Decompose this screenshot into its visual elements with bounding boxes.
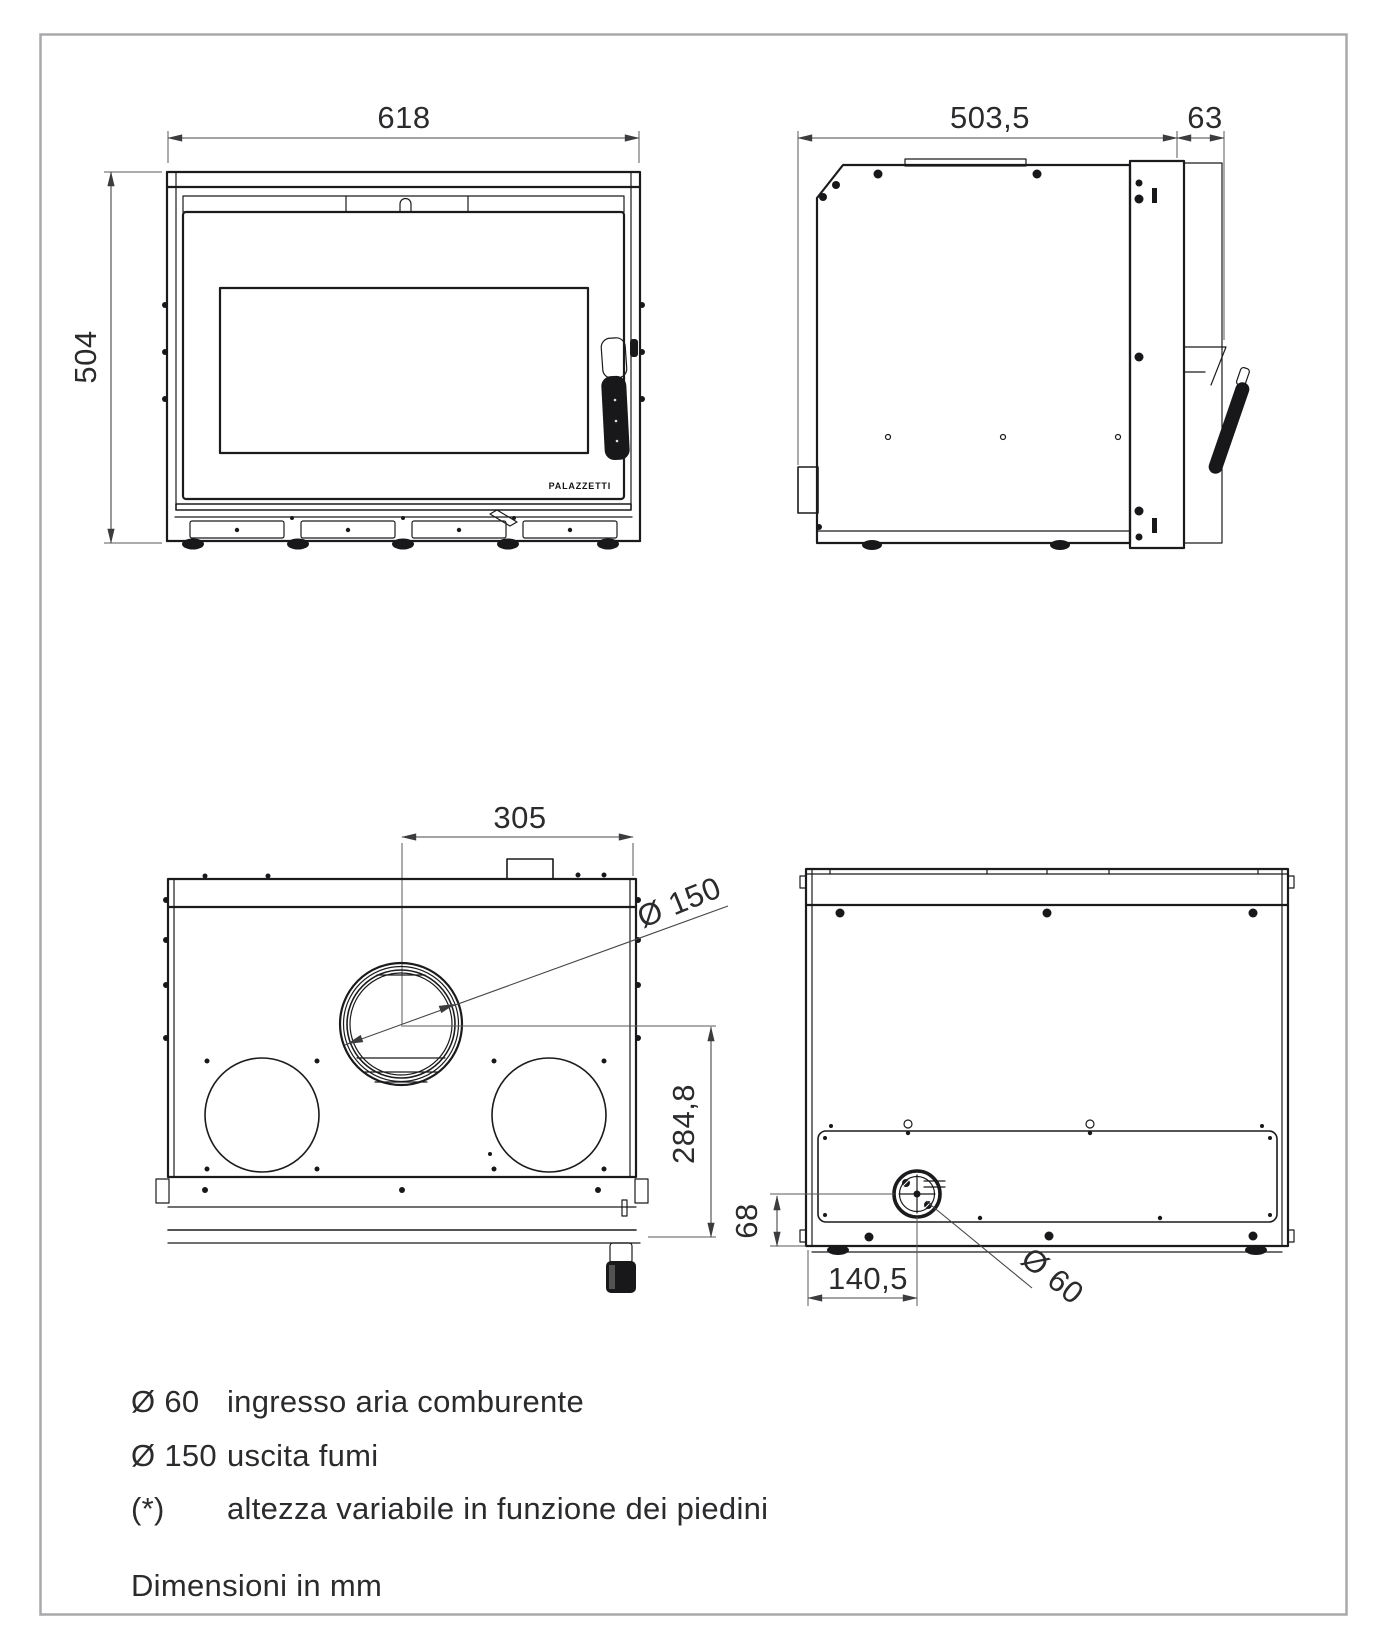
front-view — [68, 100, 645, 550]
front-body — [162, 172, 645, 550]
rear-access-panel — [818, 1131, 1277, 1222]
legend — [131, 1384, 768, 1603]
dim-label-side-door-depth: 63 — [1187, 100, 1223, 135]
front-width-dimension — [168, 100, 639, 163]
legend-description-3: altezza variabile in funzione dei piedini — [227, 1491, 769, 1526]
legend-description-2: uscita fumi — [227, 1438, 379, 1473]
legend-units-note: Dimensioni in mm — [131, 1568, 383, 1603]
rear-duct-stub — [798, 467, 818, 513]
flue-bracket — [507, 859, 553, 879]
dim-label-flue-diameter: Ø 150 — [632, 869, 726, 935]
air-diameter-callout — [926, 1201, 1091, 1311]
legend-symbol-3: (*) — [131, 1491, 165, 1526]
dim-label-front-height: 504 — [68, 330, 103, 384]
latch-notch — [400, 199, 411, 212]
dim-label-air-diameter: Ø 60 — [1014, 1240, 1091, 1312]
handle-knob-top — [606, 1243, 636, 1293]
dim-label-flue-offset: 305 — [493, 800, 547, 835]
right-fan-opening — [492, 1058, 606, 1172]
rear-body — [800, 869, 1294, 1255]
door-handle — [601, 337, 638, 460]
rear-view — [729, 869, 1294, 1311]
side-body — [798, 159, 1256, 550]
legend-symbol-1: Ø 60 — [131, 1384, 200, 1419]
dim-label-side-depth: 503,5 — [949, 100, 1031, 135]
handle-lever — [1184, 347, 1256, 476]
dim-label-air-offset: 140,5 — [827, 1261, 909, 1296]
rear-air-offset-dimension — [808, 1217, 917, 1306]
sheet-border — [41, 35, 1347, 1615]
door-panel — [183, 212, 624, 499]
top-flue-offset-dimension — [402, 800, 633, 1024]
side-depth-dimension — [798, 100, 1177, 465]
legend-symbol-2: Ø 150 — [131, 1438, 217, 1473]
left-fan-opening — [205, 1058, 319, 1172]
side-view — [798, 100, 1256, 550]
legend-description-1: ingresso aria comburente — [227, 1384, 584, 1419]
dim-label-front-width: 618 — [377, 100, 431, 135]
dim-label-air-height: 68 — [729, 1203, 764, 1239]
brand-label: PALAZZETTI — [548, 481, 611, 491]
front-height-dimension — [68, 172, 162, 543]
dim-label-flue-depth: 284,8 — [666, 1083, 701, 1165]
door-glass — [220, 288, 588, 453]
top-view — [156, 800, 728, 1293]
flue-outlet — [340, 963, 462, 1085]
